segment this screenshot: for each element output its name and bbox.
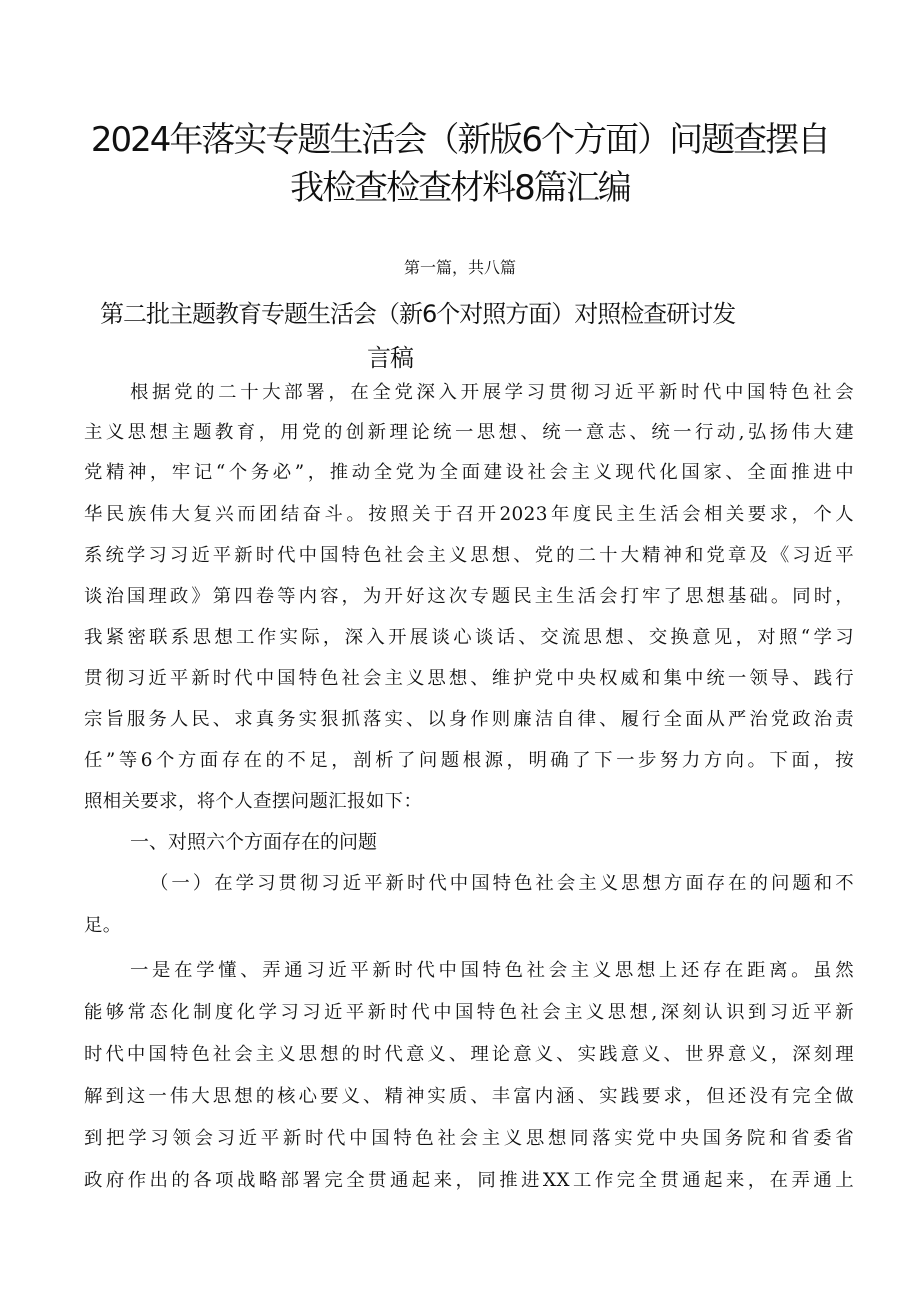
article-title-line-1: 第二批主题教育专题生活会（新6个对照方面）对照检查研讨发 <box>100 300 736 328</box>
document-title-line-1: 2024年落实专题生活会（新版6个方面）问题查摆自 <box>90 120 830 160</box>
document-title-line-2: 我检查检查材料8篇汇编 <box>290 168 630 208</box>
paragraph-line: 华民族伟大复兴而团结奋斗。按照关于召开2023年度民主生活会相关要求，个人 <box>84 504 854 525</box>
paragraph-line: 解到这一伟大思想的核心要义、精神实质、丰富内涵、实践要求，但还没有完全做 <box>84 1086 854 1107</box>
article-title-line-2: 言稿 <box>367 344 413 372</box>
paragraph-line: 任”等6个方面存在的不足，剖析了问题根源，明确了下一步努力方向。下面，按 <box>84 750 854 771</box>
subsection-line: （一）在学习贯彻习近平新时代中国特色社会主义思想方面存在的问题和不 <box>150 873 854 894</box>
paragraph-line: 谈治国理政》第四卷等内容，为开好这次专题民主生活会打牢了思想基础。同时， <box>84 586 854 607</box>
paragraph-line: 政府作出的各项战略部署完全贯通起来，同推进XX工作完全贯通起来，在弄通上 <box>84 1170 854 1191</box>
paragraph-line: 到把学习领会习近平新时代中国特色社会主义思想同落实党中央国务院和省委省 <box>84 1128 854 1149</box>
document-title <box>70 116 850 212</box>
paragraph-line: 一是在学懂、弄通习近平新时代中国特色社会主义思想上还存在距离。虽然 <box>130 960 854 981</box>
paragraph-line: 我紧密联系思想工作实际，深入开展谈心谈话、交流思想、交换意见，对照“学习 <box>84 627 854 648</box>
part-label: 第一篇，共八篇 <box>403 258 516 277</box>
paragraph-line: 主义思想主题教育，用党的创新理论统一思想、统一意志、统一行动,弘扬伟大建 <box>84 422 854 443</box>
article-title <box>100 292 880 380</box>
section-heading: 一、对照六个方面存在的问题 <box>130 831 378 853</box>
paragraph-line: 系统学习习近平新时代中国特色社会主义思想、党的二十大精神和党章及《习近平 <box>84 545 854 566</box>
paragraph-line: 能够常态化制度化学习习近平新时代中国特色社会主义思想,深刻认识到习近平新 <box>84 1002 854 1023</box>
paragraph-line: 宗旨服务人民、求真务实狠抓落实、以身作则廉洁自律、履行全面从严治党政治责 <box>84 709 854 730</box>
paragraph-line: 时代中国特色社会主义思想的时代意义、理论意义、实践意义、世界意义，深刻理 <box>84 1044 854 1065</box>
paragraph-line: 党精神，牢记“个务必”，推动全党为全面建设社会主义现代化国家、全面推进中 <box>84 462 854 483</box>
paragraph-line: 根据党的二十大部署，在全党深入开展学习贯彻习近平新时代中国特色社会 <box>130 382 854 403</box>
subsection-line: 足。 <box>84 915 122 936</box>
paragraph-line: 照相关要求，将个人查摆问题汇报如下： <box>84 791 423 812</box>
paragraph-line: 贯彻习近平新时代中国特色社会主义思想、维护党中央权威和集中统一领导、践行 <box>84 668 854 689</box>
